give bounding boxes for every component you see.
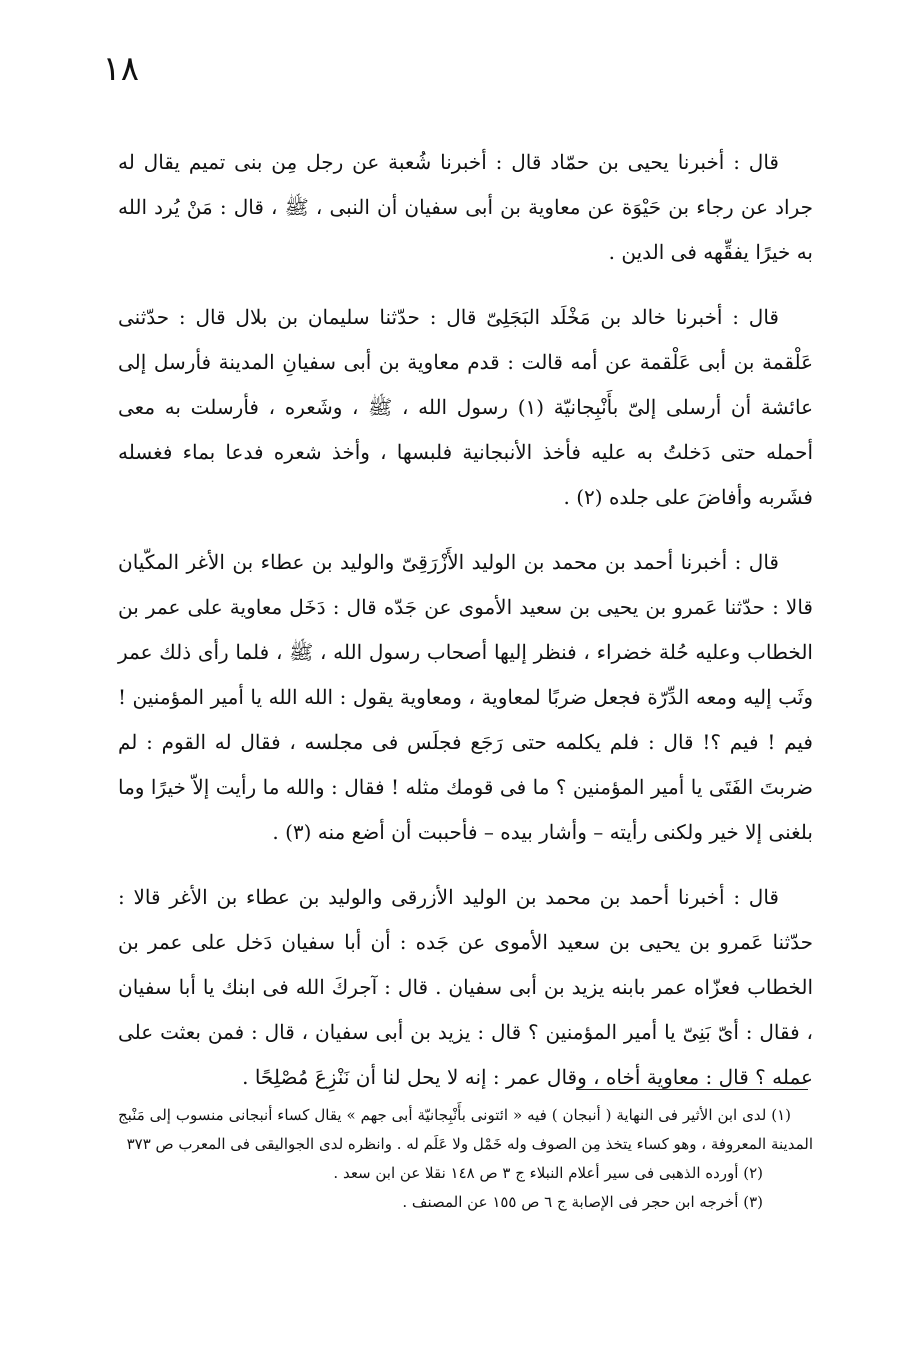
paragraph-2: قال : أخبرنا خالد بن مَخْلَد البَجَلِىّ قال : حدّثنا سليمان بن بلال قال : حدّثنى عَلْقمة بن أبى عَلْقمة عن أمه قالت : قدم معاوية بن أبى سفيانِ المدينة فأرسل إلى عائشة أن أرسلى إلىّ بأَنْبِجانيّة (١) رسول الله ، ﷺ ، وشَعره ، فأرسلت به معى أحمله حتى دَخلتُ به عليه فأخذ الأنبجانية فلبسها ، وأخذ شعره فدعا بماء فغسله فشَربه وأفاضَ على جلده (٢) . <box>118 305 814 509</box>
footnote-1: (١) لدى ابن الأثير فى النهاية ( أنبجان ) فيه « ائتونى بأَنْبِجانيّة أبى جهم » يقال كساء أنبجانى منسوب إلى مَنْبج المدينة المعروفة ، وهو كساء يتخذ مِن الصوف وله خَمْل ولا عَلَم له . وانظره لدى الجواليقى فى المعرب ص ٣٧٣ <box>118 1106 813 1153</box>
paragraph-4: قال : أخبرنا أحمد بن محمد بن الوليد الأزرقى والوليد بن عطاء بن الأغر قالا : حدّثنا عَمرو بن يحيى بن سعيد الأموى عن جَده : أن أبا سفيان دَخل على عمر بن الخطاب فعزّاه عمر بابنه يزيد بن أبى سفيان . قال : آجركَ الله فى ابنك يا أبا سفيان ، فقال : أىّ بَنِىّ يا أمير المؤمنين ؟ قال : يزيد بن أبى سفيان ، قال : فمن بعثت على عمله ؟ قال : معاوية أخاه ، وقال عمر : إنه لا يحل لنا أن نَنْزِعَ مُصْلِحًا . <box>118 885 813 1089</box>
footnote-2: (٢) أورده الذهبى فى سير أعلام النبلاء ج ٣ ص ١٤٨ نقلا عن ابن سعد . <box>333 1164 763 1182</box>
main-text <box>118 140 813 1120</box>
footnotes <box>118 1101 813 1217</box>
footnote-divider <box>576 1089 808 1090</box>
paragraph-3: قال : أخبرنا أحمد بن محمد بن الوليد الأَزْرَقِىّ والوليد بن عطاء بن الأغر المكّيان قالا : حدّثنا عَمرو بن يحيى بن سعيد الأموى عن جَدّه قال : دَخَل معاوية على عمر بن الخطاب وعليه حُلة خضراء ، فنظر إليها أصحاب رسول الله ، ﷺ ، فلما رأى ذلك عمر وثَب إليه ومعه الدِّرّة فجعل ضربًا لمعاوية ، ومعاوية يقول : الله الله يا أمير المؤمنين ! فيم ! فيم ؟! قال : فلم يكلمه حتى رَجَع فجلَس فى مجلسه ، فقال له القوم : لم ضربتَ الفَتَى يا أمير المؤمنين ؟ ما فى قومك مثله ! فقال : والله ما رأيت إلاّ خيرًا وما بلغنى إلا خير ولكنى رأيته – وأشار بيده – فأحببت أن أضع منه (٣) . <box>118 550 813 844</box>
page-number: ١٨ <box>102 49 139 89</box>
footnote-3: (٣) أخرجه ابن حجر فى الإصابة ج ٦ ص ١٥٥ عن المصنف . <box>402 1193 763 1211</box>
paragraph-1: قال : أخبرنا يحيى بن حمّاد قال : أخبرنا شُعبة عن رجل مِن بنى تميم يقال له جراد عن رجاء بن حَيْوَة عن معاوية بن أبى سفيان أن النبى ، ﷺ ، قال : مَنْ يُرد الله به خيرًا يفقِّهه فى الدين . <box>118 150 813 264</box>
